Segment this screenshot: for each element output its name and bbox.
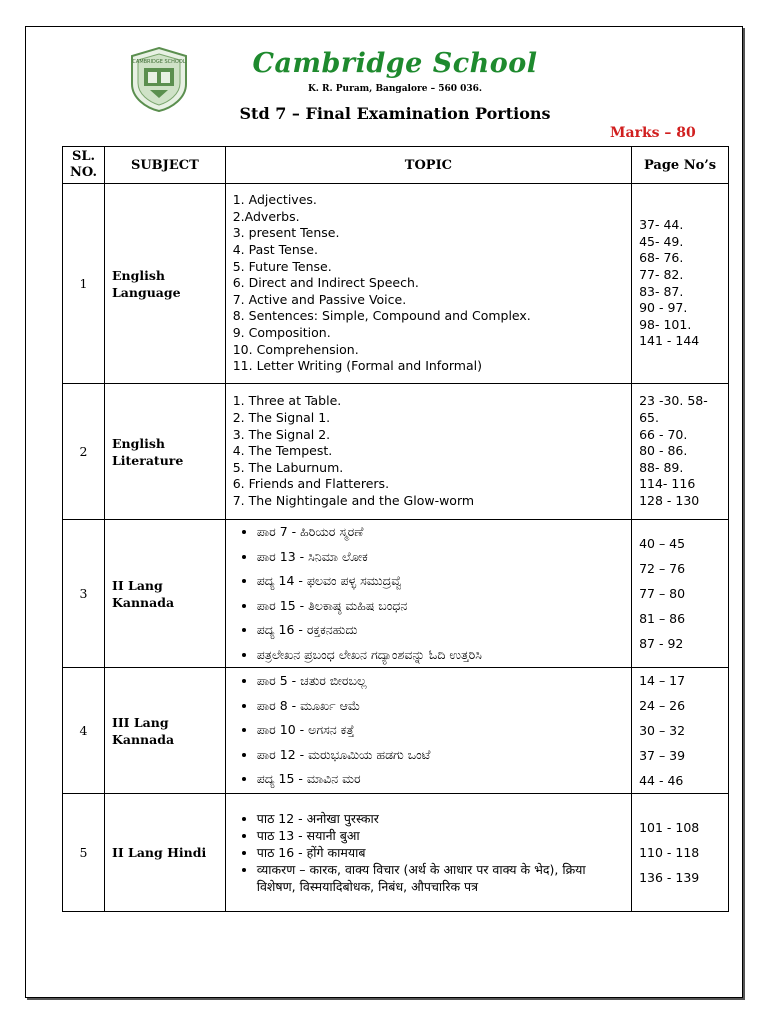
page-range: 141 - 144 — [639, 333, 700, 349]
topic-item: • पाठ 16 - होंगे कामयाब — [257, 844, 624, 861]
topic-item: • व्याकरण – कारक, वाक्य विचार (अर्थ के आधार पर वाक्य के भेद), क्रिया विशेषण, विस्मयादिबोधक, निबंध, औपचारिक पत्र — [257, 861, 624, 895]
row-subject: II Lang Hindi — [104, 794, 225, 912]
row-subject: English Language — [104, 184, 225, 384]
topic-item: 5. Future Tense. — [232, 258, 332, 274]
topic-item: 5. The Laburnum. — [232, 459, 344, 475]
topic-item: • ಪಾರ 5 - ಚತುರ ಬೀರಬಲ್ಲ — [257, 669, 624, 694]
page-range: 24 – 26 — [639, 698, 686, 713]
topic-item: • पाठ 13 - सयानी बुआ — [257, 827, 624, 844]
topic-item: 2. The Signal 1. — [232, 410, 331, 426]
topic-list — [233, 520, 624, 667]
row-pages — [632, 794, 729, 912]
row-pages — [632, 668, 729, 794]
row-topics — [225, 794, 631, 912]
row-sl-no: 4 — [63, 668, 105, 794]
page-range: 80 - 86. — [639, 443, 688, 459]
row-subject: II Lang Kannada — [104, 520, 225, 668]
page-range: 37- 44. — [639, 217, 684, 233]
header-pages: Page No’s — [632, 147, 729, 184]
topic-item: 4. Past Tense. — [232, 242, 318, 258]
page-range: 30 – 32 — [639, 723, 686, 738]
topic-item: • ಪತ್ರಲೇಖನ ಪ್ರಬಂಧ ಲೇಖನ ಗದ್ಯಾಂಶವನ್ನು ಓದಿ ಉತ್ತರಿಸಿ — [257, 643, 624, 668]
page-range: 66 - 70. — [639, 426, 688, 442]
topic-item: 2.Adverbs. — [232, 208, 300, 224]
page-range: 87 - 92 — [639, 636, 684, 651]
header-topic: TOPIC — [225, 147, 631, 184]
topic-item: 6. Friends and Flatterers. — [232, 476, 390, 492]
topic-item: • ಪದ್ಯ 14 - ಫಲವಂ ಪಳ್ಳ ಸಮುದ್ರವ್ವೆ — [257, 569, 624, 594]
page-range: 136 - 139 — [639, 870, 700, 885]
page-range: 98- 101. — [639, 316, 692, 332]
row-sl-no: 2 — [63, 384, 105, 520]
page-range: 65. — [639, 410, 659, 426]
header-sl-no: SL. NO. — [63, 147, 105, 184]
topic-item: 7. The Nightingale and the Glow-worm — [232, 492, 475, 508]
topic-item: 9. Composition. — [232, 324, 331, 340]
topic-item: • पाठ 12 - अनोखा पुरस्कार — [257, 810, 624, 827]
row-topics — [225, 668, 631, 794]
topic-item: 10. Comprehension. — [232, 341, 359, 357]
topic-item: 11. Letter Writing (Formal and Informal) — [232, 358, 482, 374]
page-range: 114- 116 — [639, 476, 696, 492]
header-subject: SUBJECT — [104, 147, 225, 184]
school-name: Cambridge School — [252, 48, 538, 79]
page-range: 23 -30. 58- — [639, 393, 708, 409]
topic-item: • ಪಾರ 8 - ಮೂರ್ಖ ಆಮೆ — [257, 694, 624, 719]
topic-item: 1. Adjectives. — [232, 192, 317, 208]
page-range: 101 - 108 — [639, 820, 700, 835]
table-row — [63, 384, 729, 520]
topic-item: 1. Three at Table. — [232, 393, 342, 409]
page-range: 88- 89. — [639, 459, 684, 475]
row-pages — [632, 520, 729, 668]
portions-table — [62, 146, 729, 912]
school-address: K. R. Puram, Bangalore – 560 036. — [307, 84, 483, 94]
total-marks: Marks – 80 — [610, 125, 696, 141]
topic-item: 7. Active and Passive Voice. — [232, 291, 407, 307]
topic-item: • ಪಾರ 10 - ಅಗಸನ ಕತ್ತೆ — [257, 718, 624, 743]
table-row — [63, 520, 729, 668]
topic-item: 6. Direct and Indirect Speech. — [232, 275, 419, 291]
logo-text: CAMBRIDGE SCHOOL — [132, 59, 186, 65]
page-range: 40 – 45 — [639, 536, 686, 551]
document-title: Std 7 – Final Examination Portions — [239, 104, 551, 123]
topic-item: • ಪಾರ 7 - ಹಿರಿಯರ ಸ್ಮರಣೆ — [257, 520, 624, 545]
topic-list — [233, 669, 624, 792]
page-range: 14 – 17 — [639, 673, 686, 688]
page-range: 90 - 97. — [639, 300, 688, 316]
topic-item: 8. Sentences: Simple, Compound and Complex. — [232, 308, 531, 324]
topic-item: • ಪದ್ಯ 16 - ರಕ್ತಕನಹುದು — [257, 618, 624, 643]
topic-item: 3. present Tense. — [232, 225, 340, 241]
row-sl-no: 3 — [63, 520, 105, 668]
page-range: 128 - 130 — [639, 492, 700, 508]
row-pages — [632, 184, 729, 384]
topic-item: 4. The Tempest. — [232, 443, 333, 459]
topic-list — [233, 810, 624, 895]
row-topics — [225, 520, 631, 668]
page-range: 45- 49. — [639, 233, 684, 249]
page-range: 44 - 46 — [639, 773, 684, 788]
row-topics — [225, 184, 631, 384]
page-range: 77 – 80 — [639, 586, 686, 601]
topic-item: • ಪಾರ 13 - ಸಿನಿಮಾ ಲೋಕ — [257, 545, 624, 570]
row-subject: III Lang Kannada — [104, 668, 225, 794]
page-range: 37 – 39 — [639, 748, 686, 763]
row-sl-no: 1 — [63, 184, 105, 384]
table-row — [63, 184, 729, 384]
row-pages — [632, 384, 729, 520]
row-subject: English Literature — [104, 384, 225, 520]
page-range: 83- 87. — [639, 283, 684, 299]
page-range: 110 - 118 — [639, 845, 700, 860]
row-sl-no: 5 — [63, 794, 105, 912]
row-topics — [225, 384, 631, 520]
page-range: 77- 82. — [639, 266, 684, 282]
school-crest-logo — [128, 46, 190, 112]
table-row — [63, 668, 729, 794]
topic-item: • ಪಾರ 12 - ಮರುಭೂಮಿಯ ಹಡಗು ಒಂಟೆ — [257, 743, 624, 768]
topic-item: • ಪಾರ 15 - ತಿಲಕಾಷ್ಠ ಮಹಿಷ ಬಂಧನ — [257, 594, 624, 619]
page-range: 81 – 86 — [639, 611, 686, 626]
topic-item: 3. The Signal 2. — [232, 426, 331, 442]
page-range: 72 – 76 — [639, 561, 686, 576]
table-row — [63, 794, 729, 912]
topic-item: • ಪದ್ಯ 15 - ಮಾವಿನ ಮರ — [257, 767, 624, 792]
page-range: 68- 76. — [639, 250, 684, 266]
table-header-row — [63, 147, 729, 184]
